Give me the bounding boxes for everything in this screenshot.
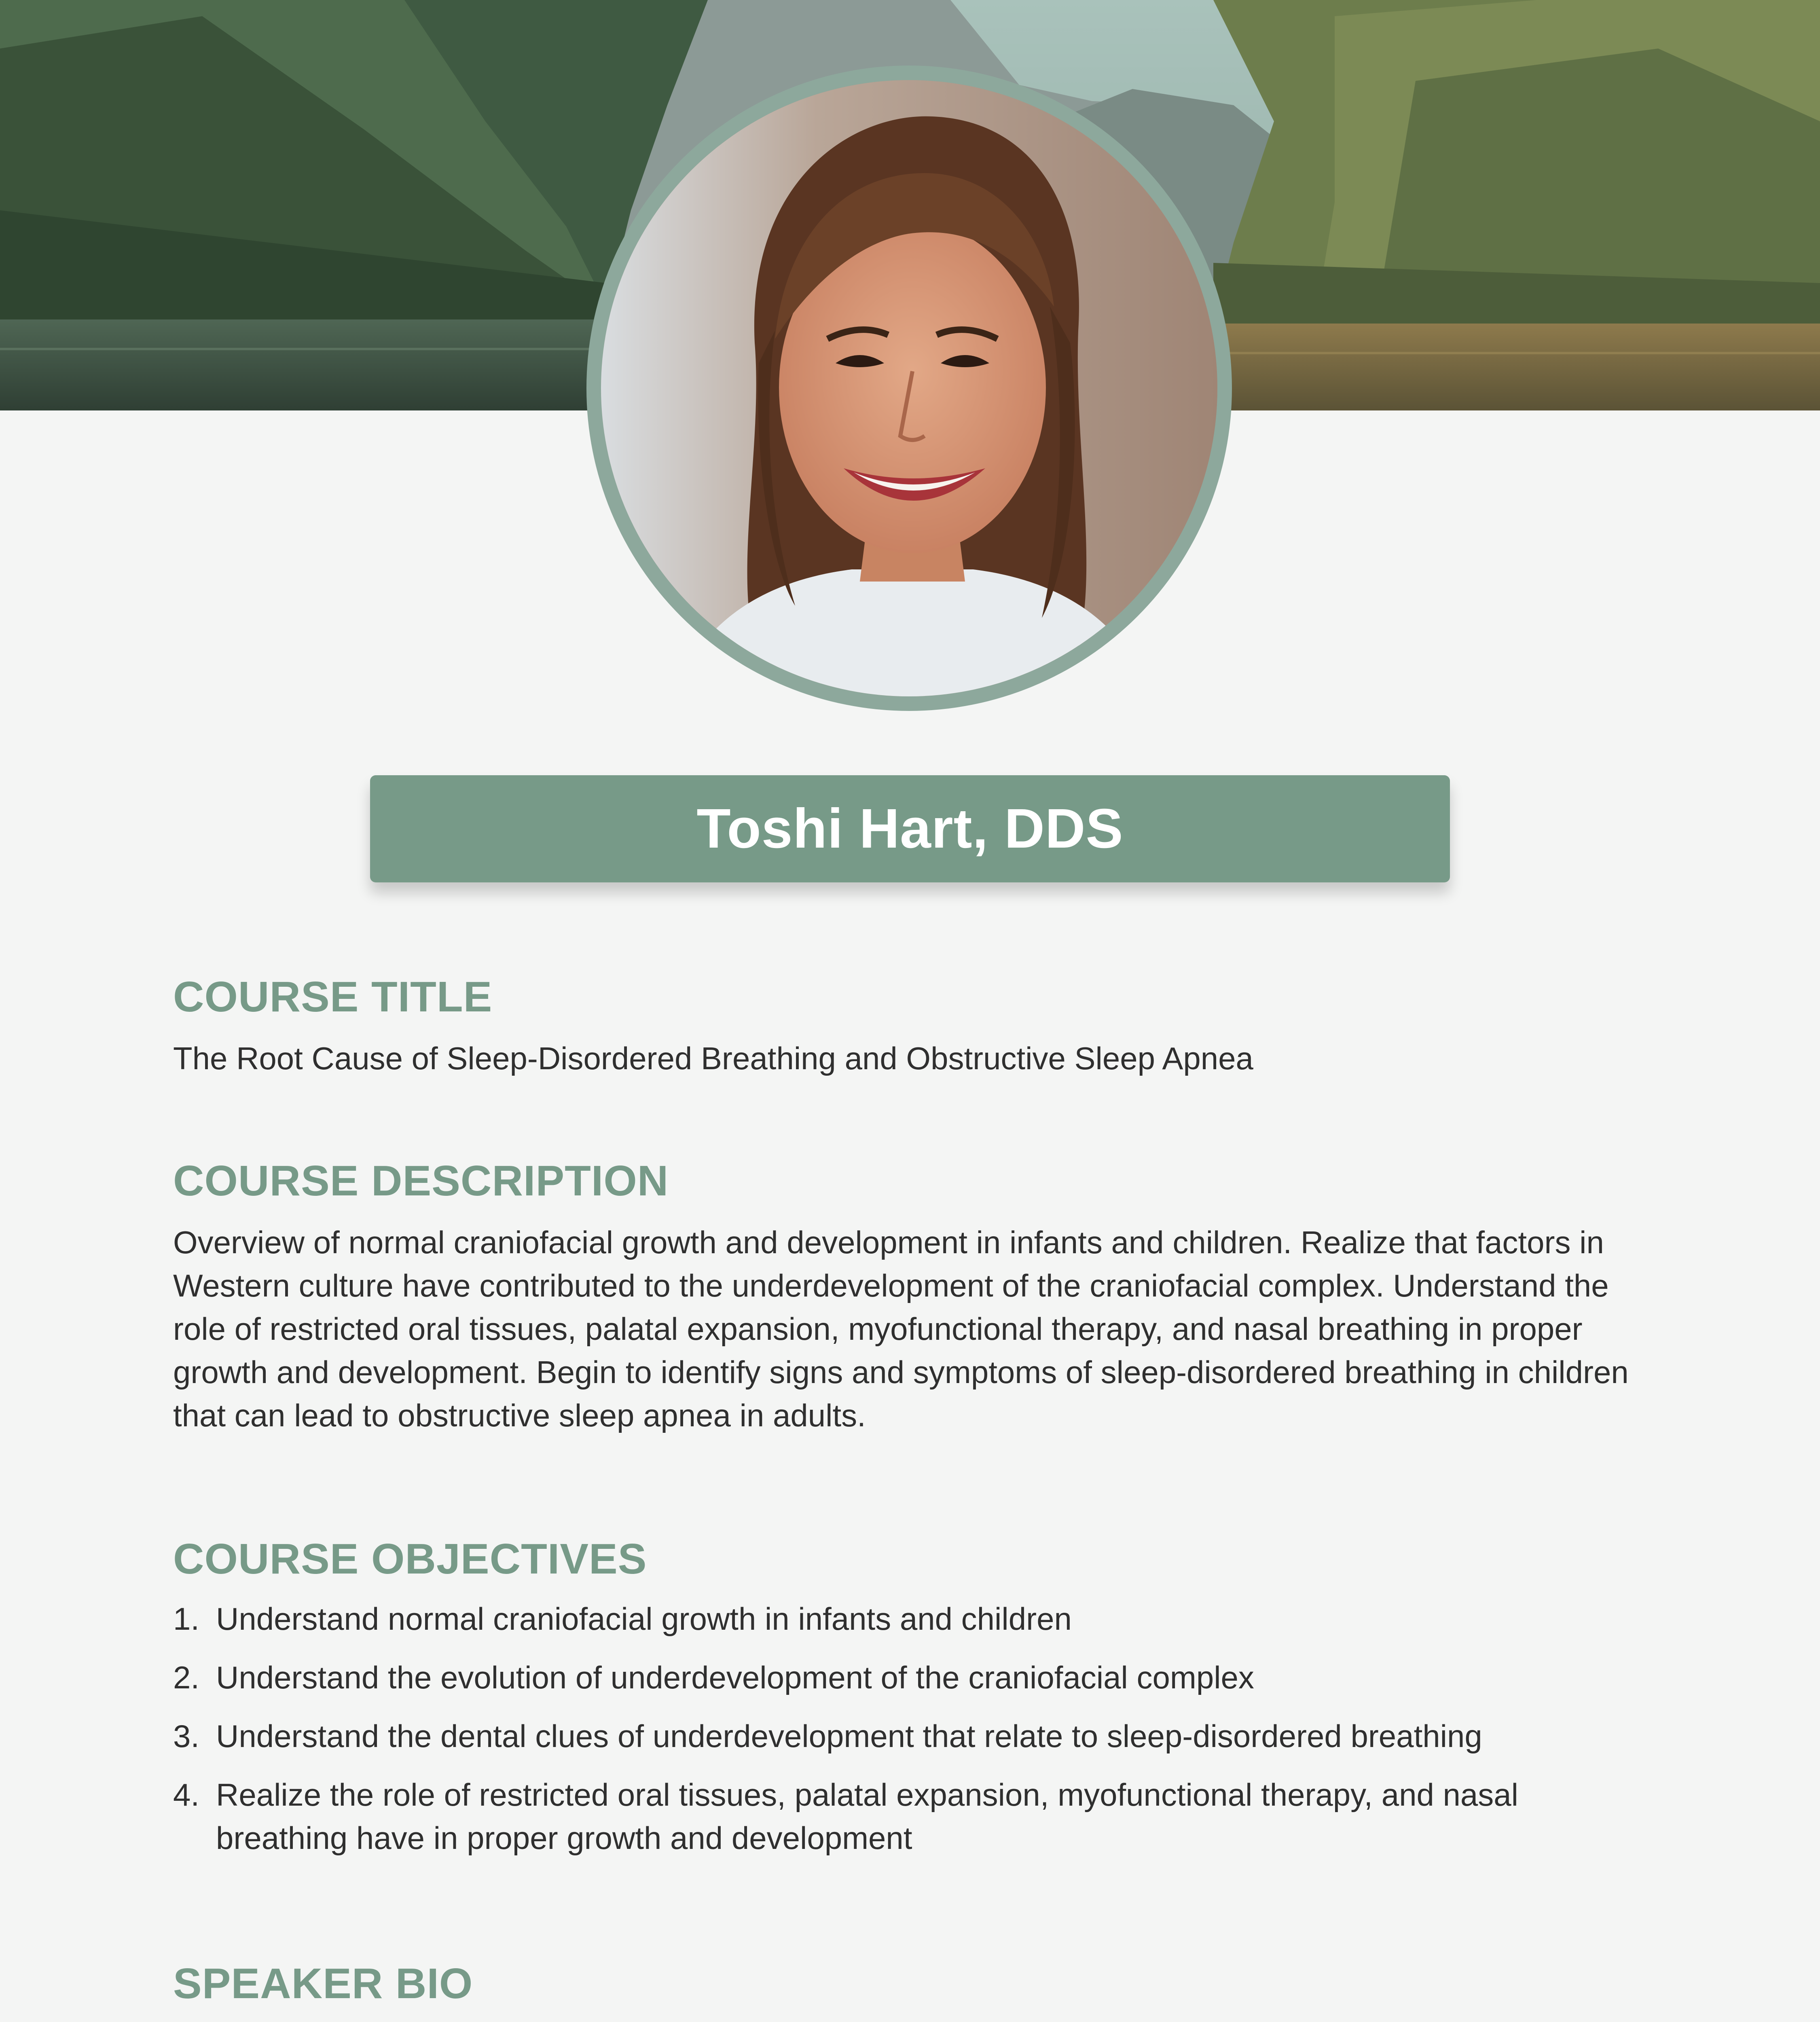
objective-number: 1. <box>173 1601 200 1637</box>
objective-number: 3. <box>173 1718 200 1754</box>
speaker-name: Toshi Hart, DDS <box>696 797 1124 860</box>
objective-number: 2. <box>173 1660 200 1695</box>
speaker-bio-section <box>173 1957 1653 2022</box>
speaker-name-banner <box>370 775 1450 882</box>
objective-text: Understand the evolution of underdevelopment of the craniofacial complex <box>216 1660 1254 1695</box>
objective-text: Understand the dental clues of underdevelopment that relate to sleep-disordered breathing <box>216 1718 1482 1754</box>
objective-item <box>173 1715 1653 1758</box>
speaker-photo <box>601 80 1217 696</box>
course-description-text: Overview of normal craniofacial growth and development in infants and children. Realize that factors in Western culture have contributed to the underdevelopment of the craniofacial complex. Understand the role of restricted oral tissues, palatal expansion, myofunctional therapy, and nasal breathing in proper growth and development. Begin to identify signs and symptoms of sleep-disordered breathing in children that can lead to obstructive sleep apnea in adults. <box>173 1225 1629 1433</box>
course-description-heading: COURSE DESCRIPTION <box>173 1157 669 1205</box>
objective-item <box>173 1773 1653 1860</box>
course-title-heading: COURSE TITLE <box>173 973 493 1021</box>
speaker-photo-frame <box>586 66 1232 711</box>
objective-item <box>173 1597 1653 1641</box>
course-description-section <box>173 1155 1653 1437</box>
speaker-bio-heading: SPEAKER BIO <box>173 1960 473 2007</box>
course-objectives-section <box>173 1533 1653 1875</box>
objective-item <box>173 1656 1653 1699</box>
objective-number: 4. <box>173 1777 200 1813</box>
course-objectives-heading: COURSE OBJECTIVES <box>173 1535 647 1583</box>
course-title-section <box>173 971 1653 1080</box>
objective-text: Understand normal craniofacial growth in infants and children <box>216 1601 1072 1637</box>
objective-text: Realize the role of restricted oral tissues, palatal expansion, myofunctional therapy, and nasal breathing have in proper growth and development <box>216 1777 1519 1856</box>
course-title-text: The Root Cause of Sleep-Disordered Breathing and Obstructive Sleep Apnea <box>173 1041 1253 1076</box>
objectives-list <box>173 1597 1653 1860</box>
